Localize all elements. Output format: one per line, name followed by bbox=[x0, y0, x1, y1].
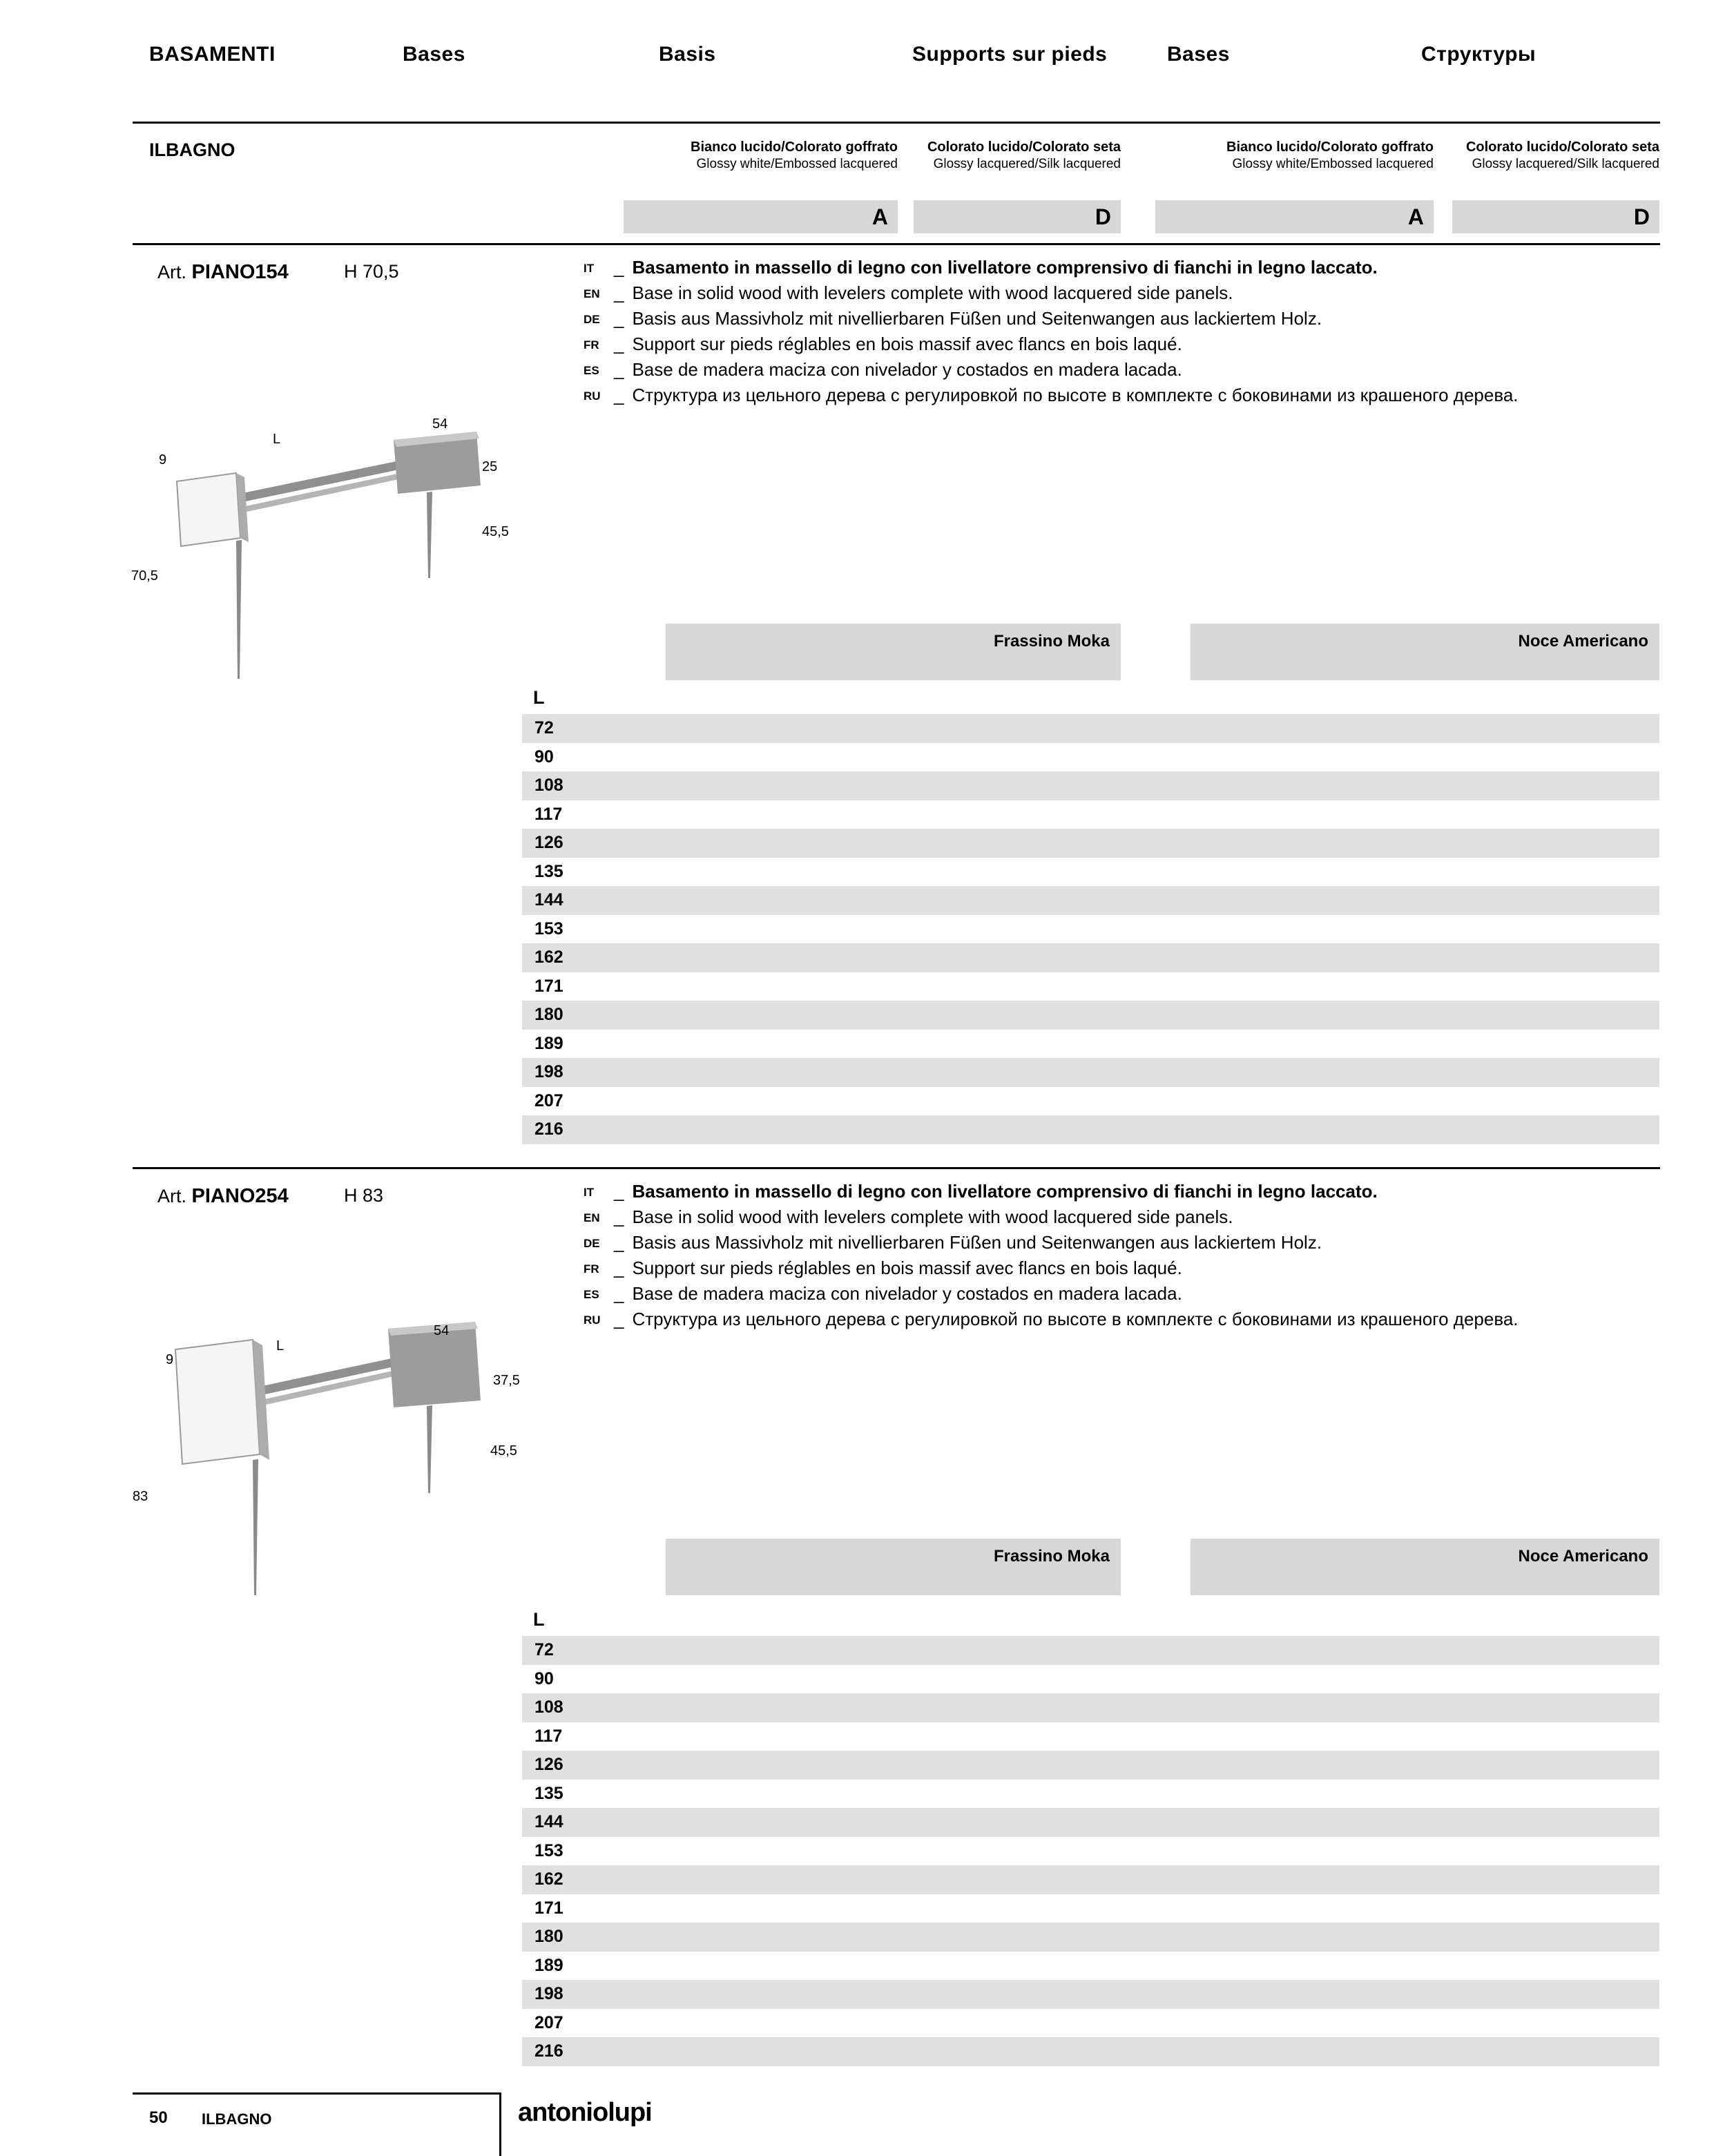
size-table-piano254 bbox=[522, 1609, 1659, 2066]
table-row bbox=[522, 1087, 1659, 1116]
separator: _ bbox=[614, 1283, 624, 1304]
description-text: Basamento in massello di legno con livellatore comprensivo di fianchi in legno laccato. bbox=[632, 257, 1378, 278]
description-text: Base in solid wood with levelers complete with wood lacquered side panels. bbox=[632, 1206, 1233, 1227]
size-table-piano154 bbox=[522, 687, 1659, 1144]
dim-depth-label: 45,5 bbox=[482, 524, 509, 539]
table-row bbox=[522, 1115, 1659, 1144]
table-row bbox=[522, 1665, 1659, 1694]
table-row bbox=[522, 1865, 1659, 1894]
header-title-es: Bases bbox=[1167, 43, 1230, 66]
size-value: 216 bbox=[534, 2041, 563, 2061]
finish-code: D bbox=[1633, 204, 1650, 229]
description-text: Структура из цельного дерева с регулировкой по высоте в комплекте с боковинами из крашеного дерева. bbox=[632, 385, 1519, 405]
dim-panel-height-label: 37,5 bbox=[493, 1373, 520, 1388]
finish-name-en: Glossy lacquered/Silk lacquered bbox=[1472, 157, 1659, 171]
separator: _ bbox=[614, 257, 624, 278]
table-row bbox=[522, 1980, 1659, 2009]
language-code: RU bbox=[584, 389, 601, 403]
base-frame-sketch bbox=[131, 1319, 532, 1616]
wood-finish-frassino-moka: Frassino Moka bbox=[666, 624, 1121, 680]
size-table-body bbox=[522, 1636, 1659, 2066]
article-number bbox=[157, 1185, 289, 1208]
table-row bbox=[522, 771, 1659, 800]
size-value: 144 bbox=[534, 890, 563, 909]
wood-finish-frassino-moka: Frassino Moka bbox=[666, 1539, 1121, 1595]
art-prefix: Art. bbox=[157, 262, 187, 282]
size-value: 171 bbox=[534, 1898, 563, 1918]
technical-drawing-piano154 bbox=[131, 397, 532, 694]
language-code: IT bbox=[584, 262, 595, 275]
table-row bbox=[522, 858, 1659, 887]
table-row bbox=[522, 1751, 1659, 1780]
wood-finish-noce-americano: Noce Americano bbox=[1191, 1539, 1659, 1595]
header-divider bbox=[133, 122, 1660, 124]
dim-top-width-label: 54 bbox=[432, 416, 448, 432]
finish-name: Colorato lucido/Colorato seta bbox=[927, 139, 1121, 155]
language-code: FR bbox=[584, 338, 599, 352]
size-value: 207 bbox=[534, 1090, 563, 1110]
dim-length-label: L bbox=[273, 432, 281, 447]
language-code: FR bbox=[584, 1262, 599, 1276]
size-table-header: L bbox=[533, 687, 545, 708]
description-line bbox=[584, 359, 1664, 385]
description-text: Support sur pieds réglables en bois massif avec flancs en bois laqué. bbox=[632, 334, 1182, 354]
wood-finish-noce-americano: Noce Americano bbox=[1191, 624, 1659, 680]
dim-side-label: 9 bbox=[166, 1352, 174, 1367]
size-value: 198 bbox=[534, 1984, 563, 2003]
size-value: 108 bbox=[534, 776, 563, 795]
separator: _ bbox=[614, 282, 624, 303]
finish-name-en: Glossy white/Embossed lacquered bbox=[1232, 157, 1434, 171]
height-label: H 83 bbox=[344, 1185, 384, 1206]
finish-code-bar-d1 bbox=[914, 200, 1121, 233]
table-row bbox=[522, 1058, 1659, 1087]
description-line bbox=[584, 308, 1664, 334]
table-row bbox=[522, 1030, 1659, 1059]
size-value: 171 bbox=[534, 976, 563, 996]
finish-code: A bbox=[1407, 204, 1424, 229]
header-title-en: Bases bbox=[403, 43, 465, 66]
description-text: Basamento in massello di legno con livellatore comprensivo di fianchi in legno laccato. bbox=[632, 1181, 1378, 1202]
language-code: EN bbox=[584, 1211, 600, 1224]
table-row bbox=[522, 943, 1659, 972]
collection-label: ILBAGNO bbox=[149, 139, 235, 160]
separator: _ bbox=[614, 1232, 624, 1253]
language-code: ES bbox=[584, 1288, 599, 1301]
table-row bbox=[522, 1636, 1659, 1665]
language-code: DE bbox=[584, 1237, 600, 1250]
article-number bbox=[157, 261, 289, 284]
description-list bbox=[584, 1181, 1664, 1334]
finish-name: Colorato lucido/Colorato seta bbox=[1465, 139, 1659, 155]
finish-code: A bbox=[871, 204, 888, 229]
size-value: 72 bbox=[534, 1640, 554, 1659]
size-value: 135 bbox=[534, 861, 563, 881]
size-value: 207 bbox=[534, 2012, 563, 2032]
finish-name: Bianco lucido/Colorato goffrato bbox=[1226, 139, 1434, 155]
technical-drawing-piano254 bbox=[131, 1319, 532, 1616]
table-row bbox=[522, 1952, 1659, 1981]
size-value: 189 bbox=[534, 1955, 563, 1975]
table-row bbox=[522, 800, 1659, 829]
language-code: RU bbox=[584, 1313, 601, 1327]
page-number: 50 bbox=[149, 2108, 168, 2127]
size-value: 126 bbox=[534, 1755, 563, 1774]
size-value: 180 bbox=[534, 1927, 563, 1946]
separator: _ bbox=[614, 1181, 624, 1202]
table-row bbox=[522, 1722, 1659, 1751]
table-row bbox=[522, 714, 1659, 743]
description-line bbox=[584, 1232, 1664, 1258]
description-text: Basis aus Massivholz mit nivellierbaren Füßen und Seitenwangen aus lackiertem Holz. bbox=[632, 308, 1322, 329]
finish-column-2 bbox=[914, 138, 1121, 173]
finish-code-bar-a1 bbox=[624, 200, 898, 233]
dim-panel-height-label: 25 bbox=[482, 459, 498, 474]
dim-depth-label: 45,5 bbox=[490, 1443, 517, 1459]
header-title-ru: Структуры bbox=[1421, 43, 1536, 66]
size-value: 162 bbox=[534, 947, 563, 967]
size-table-header: L bbox=[533, 1609, 545, 1630]
table-row bbox=[522, 1693, 1659, 1722]
description-line bbox=[584, 282, 1664, 308]
description-line bbox=[584, 1258, 1664, 1283]
header-title-de: Basis bbox=[659, 43, 716, 66]
separator: _ bbox=[614, 1258, 624, 1278]
finish-name-en: Glossy lacquered/Silk lacquered bbox=[933, 157, 1121, 171]
size-value: 198 bbox=[534, 1062, 563, 1081]
table-row bbox=[522, 2009, 1659, 2038]
art-code: PIANO254 bbox=[191, 1185, 289, 1207]
language-code: EN bbox=[584, 287, 600, 300]
table-row bbox=[522, 1923, 1659, 1952]
finish-name: Bianco lucido/Colorato goffrato bbox=[691, 139, 898, 155]
description-text: Base de madera maciza con nivelador y costados en madera lacada. bbox=[632, 359, 1182, 380]
finish-code: D bbox=[1095, 204, 1111, 229]
description-line bbox=[584, 257, 1664, 282]
size-value: 126 bbox=[534, 833, 563, 852]
separator: _ bbox=[614, 308, 624, 329]
description-line bbox=[584, 1283, 1664, 1309]
size-value: 135 bbox=[534, 1783, 563, 1803]
dim-side-label: 9 bbox=[159, 452, 167, 468]
table-row bbox=[522, 1894, 1659, 1923]
finish-name-en: Glossy white/Embossed lacquered bbox=[696, 157, 898, 171]
art-code: PIANO154 bbox=[191, 261, 289, 283]
finish-column-1 bbox=[621, 138, 898, 173]
table-row bbox=[522, 886, 1659, 915]
language-code: ES bbox=[584, 364, 599, 377]
finish-code-bar-a2 bbox=[1155, 200, 1434, 233]
base-frame-sketch bbox=[131, 397, 532, 694]
dim-total-height-label: 70,5 bbox=[131, 568, 158, 584]
size-value: 180 bbox=[534, 1005, 563, 1024]
finish-column-4 bbox=[1452, 138, 1659, 173]
separator: _ bbox=[614, 385, 624, 405]
finish-code-bar-d2 bbox=[1452, 200, 1659, 233]
description-line bbox=[584, 334, 1664, 359]
dim-total-height-label: 83 bbox=[133, 1489, 148, 1504]
table-row bbox=[522, 1001, 1659, 1030]
description-text: Base in solid wood with levelers complete with wood lacquered side panels. bbox=[632, 282, 1233, 303]
language-code: DE bbox=[584, 313, 600, 326]
footer-brand: ILBAGNO bbox=[202, 2110, 272, 2128]
language-code: IT bbox=[584, 1186, 595, 1199]
description-line bbox=[584, 1181, 1664, 1206]
header-title-fr: Supports sur pieds bbox=[912, 43, 1108, 66]
separator: _ bbox=[614, 334, 624, 354]
size-value: 72 bbox=[534, 718, 554, 738]
size-value: 117 bbox=[534, 1726, 563, 1746]
table-row bbox=[522, 829, 1659, 858]
table-row bbox=[522, 915, 1659, 944]
size-value: 90 bbox=[534, 747, 554, 767]
size-value: 108 bbox=[534, 1697, 563, 1717]
table-row bbox=[522, 1780, 1659, 1809]
size-value: 189 bbox=[534, 1033, 563, 1053]
finish-column-3 bbox=[1157, 138, 1434, 173]
separator: _ bbox=[614, 359, 624, 380]
size-value: 153 bbox=[534, 1840, 563, 1860]
description-text: Support sur pieds réglables en bois massif avec flancs en bois laqué. bbox=[632, 1258, 1182, 1278]
description-text: Basis aus Massivholz mit nivellierbaren Füßen und Seitenwangen aus lackiertem Holz. bbox=[632, 1232, 1322, 1253]
size-value: 117 bbox=[534, 804, 563, 824]
description-line bbox=[584, 1206, 1664, 1232]
section-divider bbox=[133, 243, 1660, 245]
description-text: Base de madera maciza con nivelador y costados en madera lacada. bbox=[632, 1283, 1182, 1304]
table-row bbox=[522, 972, 1659, 1001]
size-value: 216 bbox=[534, 1119, 563, 1139]
section-divider bbox=[133, 1167, 1660, 1169]
separator: _ bbox=[614, 1309, 624, 1329]
description-line bbox=[584, 1309, 1664, 1334]
separator: _ bbox=[614, 1206, 624, 1227]
height-label: H 70,5 bbox=[344, 261, 399, 282]
size-value: 90 bbox=[534, 1668, 554, 1688]
description-text: Структура из цельного дерева с регулировкой по высоте в комплекте с боковинами из крашеного дерева. bbox=[632, 1309, 1519, 1329]
size-value: 153 bbox=[534, 918, 563, 939]
size-value: 162 bbox=[534, 1869, 563, 1889]
art-prefix: Art. bbox=[157, 1186, 187, 1206]
table-row bbox=[522, 1808, 1659, 1837]
size-value: 144 bbox=[534, 1812, 563, 1831]
header-title-it: BASAMENTI bbox=[149, 43, 276, 66]
size-table-body bbox=[522, 714, 1659, 1144]
table-row bbox=[522, 2037, 1659, 2066]
description-list bbox=[584, 257, 1664, 410]
table-row bbox=[522, 1837, 1659, 1866]
dim-top-width-label: 54 bbox=[434, 1323, 450, 1338]
description-line bbox=[584, 385, 1664, 410]
table-row bbox=[522, 743, 1659, 772]
footer-page-box bbox=[133, 2092, 501, 2156]
dim-length-label: L bbox=[276, 1338, 285, 1354]
antoniolupi-logo: antoniolupi bbox=[518, 2098, 652, 2127]
